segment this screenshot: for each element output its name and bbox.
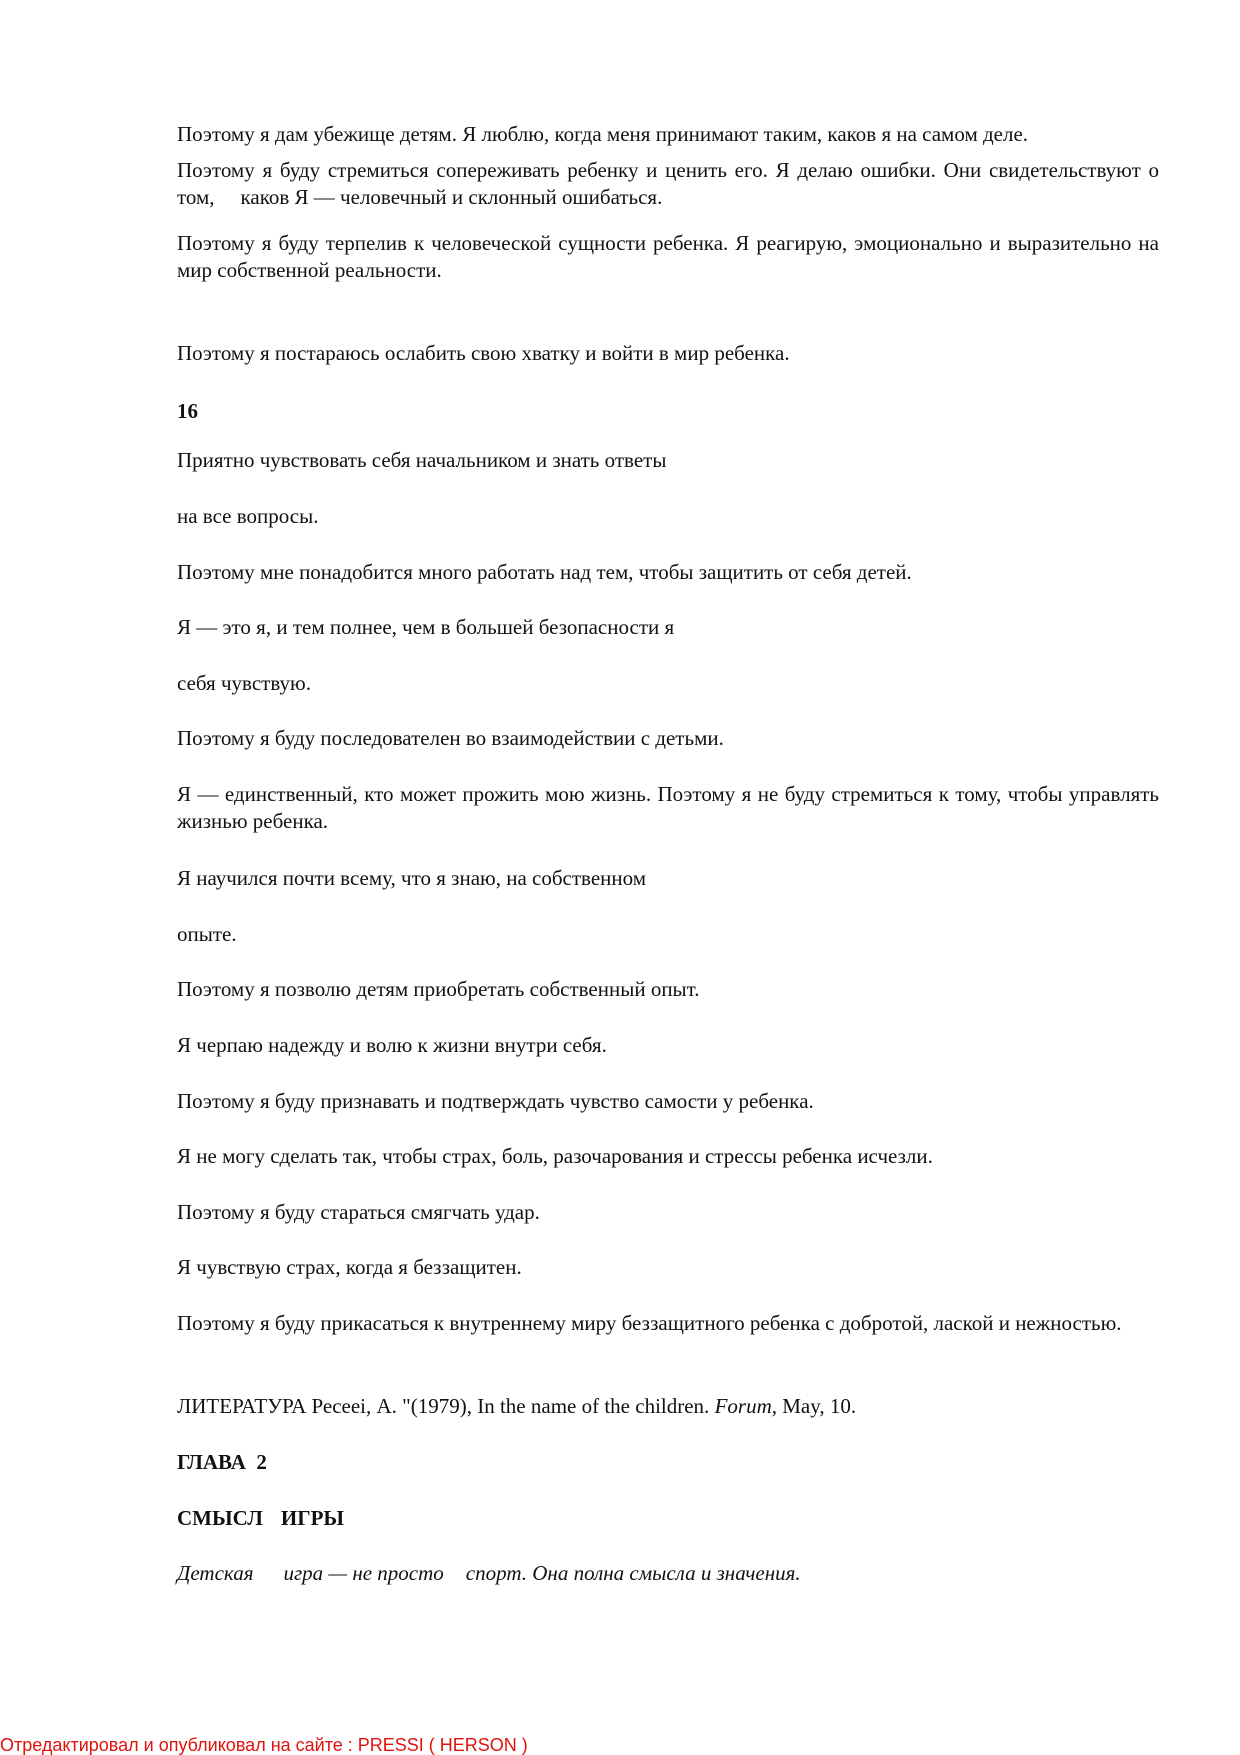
chapter-title: [177, 1505, 1159, 1532]
literature-journal: Forum,: [714, 1394, 777, 1418]
chapter-number: 2: [256, 1450, 267, 1474]
chapter-title-word: СМЫСЛ: [177, 1506, 263, 1530]
publisher-footer: Отредактировал и опубликовал на сайте : PRESSI ( HERSON ): [0, 1735, 528, 1755]
paragraph: Я научился почти всему, что я знаю, на собственном: [177, 866, 647, 890]
paragraph: Поэтому я буду прикасаться к внутреннему миру беззащитного ребенка с добротой, лаской и нежностью.: [177, 1311, 1122, 1335]
paragraph: Поэтому я буду признавать и подтверждать чувство самости у ребенка.: [177, 1089, 814, 1113]
epigraph: [177, 1560, 1159, 1587]
paragraph: Поэтому я дам убежище детям. Я люблю, когда меня принимают таким, каков я на самом деле.: [177, 122, 1029, 146]
paragraph-text: Поэтому я буду стремиться сопереживать ребенку и ценить его. Я делаю ошибки. Они свидетельствуют о том,: [177, 158, 1159, 209]
paragraph: Поэтому я буду последователен во взаимодействии с детьми.: [177, 726, 724, 750]
paragraph: Я чувствую страх, когда я беззащитен.: [177, 1255, 522, 1279]
paragraph: Поэтому я постараюсь ослабить свою хватку и войти в мир ребенка.: [177, 341, 790, 365]
chapter-title-word: ИГРЫ: [280, 1506, 345, 1530]
paragraph: [177, 157, 1159, 211]
paragraph: Я — это я, и тем полнее, чем в большей безопасности я: [177, 615, 675, 639]
paragraph: на все вопросы.: [177, 504, 319, 528]
paragraph: Поэтому мне понадобится много работать над тем, чтобы защитить от себя детей.: [177, 560, 912, 584]
paragraph: Поэтому я позволю детям приобретать собственный опыт.: [177, 977, 700, 1001]
literature-text: ЛИТЕРАТУРА Реcееі, А. "(1979), In the name of the children.: [177, 1394, 710, 1418]
paragraph: себя чувствую.: [177, 671, 311, 695]
page-number-heading: 16: [177, 399, 198, 423]
chapter-label-text: ГЛАВА: [177, 1450, 246, 1474]
epigraph-text: игра — не просто: [283, 1561, 444, 1585]
epigraph-text: Детская: [177, 1561, 254, 1585]
chapter-label: [177, 1449, 1159, 1476]
literature-tail: May, 10.: [782, 1394, 857, 1418]
paragraph-text: каков Я — человечный и склонный ошибаться.: [240, 185, 663, 209]
epigraph-text: спорт. Она полна смысла и значения.: [465, 1561, 801, 1585]
paragraph: Приятно чувствовать себя начальником и знать ответы: [177, 448, 667, 472]
paragraph: Я — единственный, кто может прожить мою жизнь. Поэтому я не буду стремиться к тому, чтобы управлять жизнью ребенка.: [177, 782, 1159, 833]
paragraph: Поэтому я буду терпелив к человеческой сущности ребенка. Я реагирую, эмоционально и выразительно на мир собственной реальности.: [177, 231, 1159, 282]
paragraph: Поэтому я буду стараться смягчать удар.: [177, 1200, 540, 1224]
paragraph: Я черпаю надежду и волю к жизни внутри себя.: [177, 1033, 607, 1057]
paragraph: опыте.: [177, 922, 237, 946]
literature-reference: [177, 1393, 1159, 1420]
paragraph: Я не могу сделать так, чтобы страх, боль, разочарования и стрессы ребенка исчезли.: [177, 1144, 933, 1168]
